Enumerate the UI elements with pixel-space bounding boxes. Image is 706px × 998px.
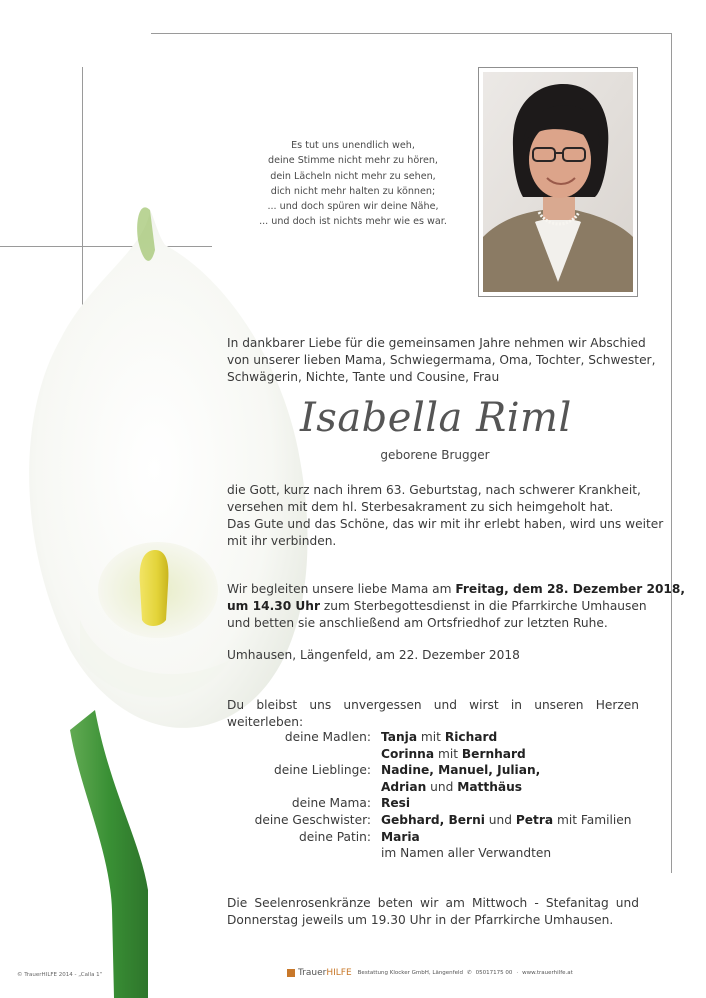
death-notice-paragraph <box>227 482 664 550</box>
poem-line: dich nicht mehr halten zu können; <box>270 185 436 197</box>
mourner-name: Adrian <box>381 779 427 794</box>
mourner-connector: mit <box>434 746 462 761</box>
maiden-name: geborene Brugger <box>380 448 490 462</box>
funeral-line <box>227 581 686 598</box>
mourner-relation-label: deine Geschwister: <box>254 813 371 827</box>
mourner-row <box>0 845 706 862</box>
mourner-names <box>381 729 497 746</box>
mourner-row <box>0 795 706 812</box>
rosary-line: Die Seelenrosenkränze beten wir am Mittwoch - Stefanitag und <box>227 896 639 910</box>
mourner-relation-label: deine Madlen: <box>284 730 371 744</box>
mourner-relation-label: deine Lieblinge: <box>274 763 371 778</box>
mourner-names <box>381 812 632 829</box>
frame-top-line <box>151 33 672 34</box>
mourner-name: Resi <box>381 796 411 811</box>
mourner-row <box>0 762 706 779</box>
mourner-relation-label: deine Mama: <box>291 796 371 811</box>
death-notice-line: Das Gute und das Schöne, das wir mit ihr erlebt haben, wird uns weiter <box>227 517 664 531</box>
mourner-connector: und <box>426 779 458 794</box>
mourner-row <box>0 729 706 746</box>
brand-suffix: HILFE <box>326 968 352 978</box>
footer-brand <box>298 968 352 978</box>
footer-website[interactable]: www.trauerhilfe.at <box>522 970 573 976</box>
intro-line: von unserer lieben Mama, Schwiegermama, Oma, Tochter, Schwester, <box>227 353 656 367</box>
intro-line: Schwägerin, Nichte, Tante und Cousine, Frau <box>227 370 500 384</box>
footer-imprint <box>287 966 573 980</box>
mourner-names <box>381 845 551 862</box>
mourner-name: Corinna <box>381 746 435 761</box>
mourner-row <box>0 746 706 763</box>
mourner-names <box>381 779 522 796</box>
funeral-line <box>227 598 647 615</box>
mourner-connector: und <box>484 813 516 827</box>
poem-line: deine Stimme nicht mehr zu hören, <box>268 155 438 167</box>
mourner-connector: im Namen aller Verwandten <box>381 846 552 861</box>
mourner-name: Petra <box>515 813 554 827</box>
portrait-image <box>483 72 633 292</box>
footer-copyright: © TrauerHILFE 2014 - „Calla 1“ <box>17 972 103 978</box>
footer-company: Bestattung Klocker GmbH, Längenfeld <box>357 970 463 976</box>
place-date: Umhausen, Längenfeld, am 22. Dezember 2018 <box>227 648 520 662</box>
mourner-names <box>381 795 410 812</box>
funeral-time: um 14.30 Uhr <box>227 599 320 613</box>
death-notice-line: die Gott, kurz nach ihrem 63. Geburtstag, nach schwerer Krankheit, <box>227 483 641 497</box>
mourner-names <box>381 746 526 763</box>
trauerhilfe-logo-icon <box>287 969 295 977</box>
intro-paragraph <box>227 335 656 386</box>
funeral-intro-text: Wir begleiten unsere liebe Mama am <box>227 582 456 596</box>
deceased-name: Isabella Riml <box>300 395 572 441</box>
intro-line: In dankbarer Liebe für die gemeinsamen Jahre nehmen wir Abschied <box>227 336 646 350</box>
mourner-names <box>381 829 420 846</box>
poem-line: Es tut uns unendlich weh, <box>291 140 415 151</box>
mourner-name: Gebhard, Berni <box>381 813 485 827</box>
poem-line: ... und doch spüren wir deine Nähe, <box>267 201 439 213</box>
rosary-paragraph <box>227 895 639 929</box>
mourner-name: Tanja <box>381 730 418 744</box>
mourner-name: Bernhard <box>461 746 526 761</box>
footer-separator: · <box>516 970 519 976</box>
phone-icon: ✆ <box>467 970 472 976</box>
portrait-photo <box>478 67 638 297</box>
mourner-connector: mit Familien <box>553 813 632 827</box>
brand-prefix: Trauer <box>298 968 327 978</box>
mourner-relation-label: deine Patin: <box>299 829 371 844</box>
funeral-line: und betten sie anschließend am Ortsfriedhof zur letzten Ruhe. <box>227 616 608 630</box>
mourner-row <box>0 812 706 829</box>
funeral-service-text: zum Sterbegottesdienst in die Pfarrkirche Umhausen <box>320 599 647 613</box>
funeral-date: Freitag, dem 28. Dezember 2018, <box>455 582 686 596</box>
rosary-line: Donnerstag jeweils um 19.30 Uhr in der Pfarrkirche Umhausen. <box>227 913 614 927</box>
funeral-paragraph <box>227 581 686 632</box>
mourner-name: Matthäus <box>457 779 523 794</box>
mourner-name: Maria <box>381 829 420 844</box>
poem-line: dein Lächeln nicht mehr zu sehen, <box>270 170 436 182</box>
mourner-row <box>0 779 706 796</box>
mourner-connector: mit <box>417 730 445 744</box>
memorial-line: Du bleibst uns unvergessen und wirst in unseren Herzen weiterleben: <box>227 698 639 729</box>
mourner-name: Richard <box>444 730 498 744</box>
poem <box>240 138 466 230</box>
death-notice-line: mit ihr verbinden. <box>227 534 337 548</box>
mourner-names <box>381 762 540 779</box>
poem-line: ... und doch ist nichts mehr wie es war. <box>259 216 447 228</box>
footer-phone: 05017175 00 <box>475 970 513 976</box>
mourner-row <box>0 829 706 846</box>
death-notice-line: versehen mit dem hl. Sterbesakrament zu sich heimgeholt hat. <box>227 500 614 514</box>
mourner-name: Nadine, Manuel, Julian, <box>381 763 541 778</box>
